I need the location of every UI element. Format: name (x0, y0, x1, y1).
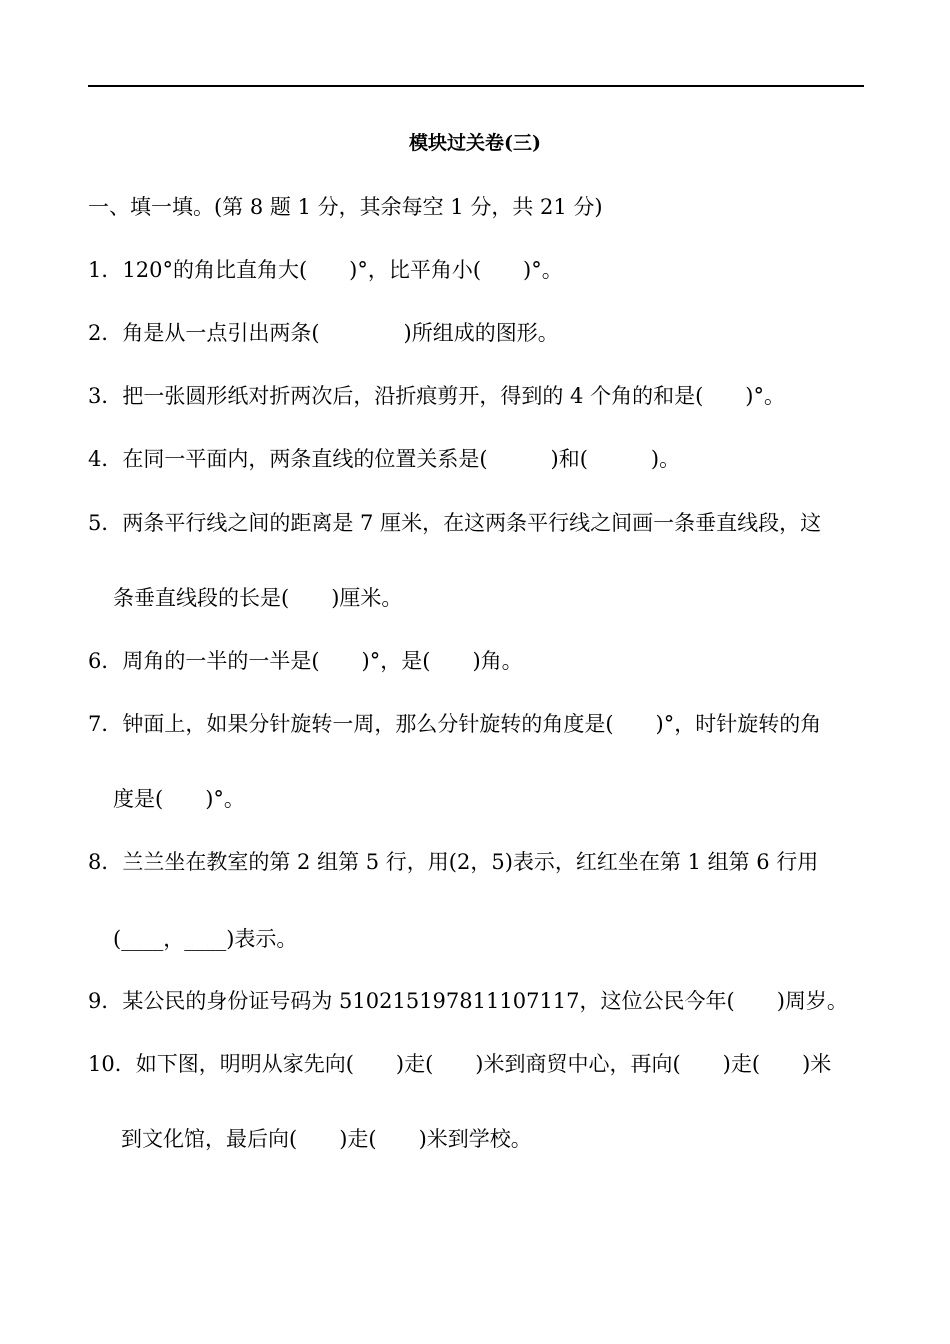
question-5-line-1: 5．两条平行线之间的距离是 7 厘米，在这两条平行线之间画一条垂直线段，这 (88, 511, 822, 535)
question-9: 9．某公民的身份证号码为 510215197811107117，这位公民今年( )周岁。 (88, 989, 848, 1013)
question-8-line-1: 8．兰兰坐在教室的第 2 组第 5 行，用(2，5)表示，红红坐在第 1 组第 6 行用 (88, 850, 819, 874)
question-6: 6．周角的一半的一半是( )°，是( )角。 (88, 649, 523, 673)
question-4: 4．在同一平面内，两条直线的位置关系是( )和( )。 (88, 447, 681, 471)
question-10-line-2: 到文化馆，最后向( )走( )米到学校。 (121, 1127, 532, 1151)
question-8-line-2: (____，____)表示。 (113, 927, 298, 951)
section-heading: 一、填一填。(第 8 题 1 分，其余每空 1 分，共 21 分) (88, 195, 603, 219)
question-1: 1．120°的角比直角大( )°，比平角小( )°。 (88, 258, 563, 282)
question-2: 2．角是从一点引出两条( )所组成的图形。 (88, 321, 559, 345)
question-10-line-1: 10．如下图，明明从家先向( )走( )米到商贸中心，再向( )走( )米 (88, 1052, 832, 1076)
page-title: 模块过关卷(三) (409, 132, 541, 154)
question-5-line-2: 条垂直线段的长是( )厘米。 (113, 586, 403, 610)
question-7-line-2: 度是( )°。 (113, 787, 245, 811)
question-3: 3．把一张圆形纸对折两次后，沿折痕剪开，得到的 4 个角的和是( )°。 (88, 384, 785, 408)
header-rule (88, 85, 864, 87)
question-7-line-1: 7．钟面上，如果分针旋转一周，那么分针旋转的角度是( )°，时针旋转的角 (88, 712, 822, 736)
